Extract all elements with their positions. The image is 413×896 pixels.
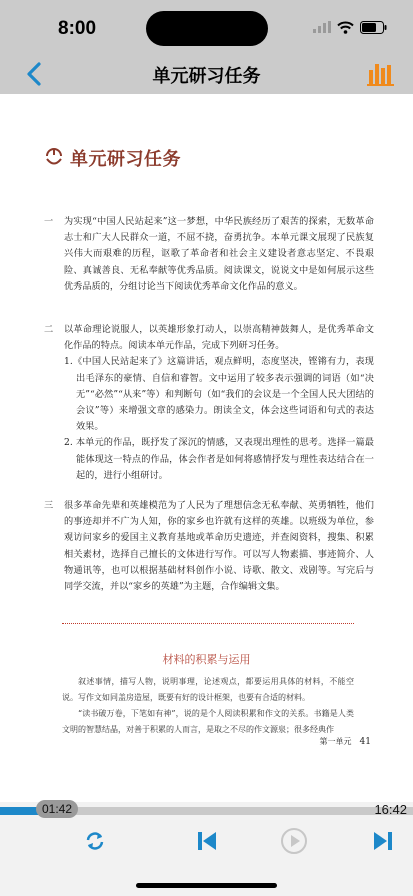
dynamic-island — [146, 11, 268, 46]
task-3 — [44, 498, 374, 595]
task-1 — [44, 214, 374, 295]
nav-title: 单元研习任务 — [152, 66, 261, 87]
heading — [44, 145, 181, 171]
task-2 — [44, 322, 374, 484]
subtask-item: 2. 本单元的作品，既抒发了深沉的情感，又表现出理性的思考。选择一篇最能体现这一特点的作品，体会作者是如何将感情抒发与理性表达结合在一起的，进行小组研讨。 — [64, 437, 374, 481]
status-time: 8:00 — [58, 18, 97, 39]
home-indicator — [136, 883, 277, 888]
repeat-icon — [84, 830, 106, 852]
task-number: 三 — [44, 500, 54, 511]
bar-chart-icon — [367, 61, 395, 87]
task-number: 二 — [44, 324, 54, 335]
subtask-list — [64, 354, 374, 484]
progress-knob[interactable]: 01:42 — [36, 800, 78, 818]
audio-player — [0, 802, 413, 896]
skip-previous-icon — [196, 829, 218, 853]
previous-button[interactable] — [192, 826, 222, 856]
task-text: 为实现“中国人民站起来”这一梦想，中华民族经历了艰苦的探索，无数革命志士和广大人民群众一道，不屈不挠，奋勇抗争。本单元课文展现了民族复兴伟大而艰难的历程，讴歌了革命者和社会主义建设者意志坚定、不畏艰险、真诚善良、无私奉献等优秀品质。阅读课文，说说文中是如何展示这些优秀品质的，分组讨论当下阅读优秀革命文化作品的意义。 — [64, 216, 374, 292]
unit-label: 第一单元 — [319, 737, 352, 746]
page-footer — [320, 736, 371, 747]
divider — [62, 623, 354, 624]
battery-icon — [360, 21, 387, 34]
section-body — [62, 674, 354, 738]
task-text: 以革命理论说服人，以英雄形象打动人，以崇高精神鼓舞人，是优秀革命文化作品的特点。阅读本单元作品，完成下列研习任务。 — [64, 324, 374, 352]
subtask-item: 1.《中国人民站起来了》这篇讲话，观点鲜明，态度坚决，铿锵有力，表现出毛泽东的豪情、自信和睿智。文中运用了较多表示强调的词语（如“决无”“必然”“从来”等）和判断句（如“我们的会议是一个全国人民大团结的会议”等）来增强文章的感染力。朗读全文，体会这些词语和句式的表达效果。 — [64, 356, 374, 433]
task-text: 很多革命先辈和英雄模范为了人民为了理想信念无私奉献、英勇牺牲，他们的事迹却并不广为人知，你的家乡也许就有这样的英雄。以班级为单位，参观访问家乡的爱国主义教育基地或革命历史遗迹，并查阅资料，搜集、积累相关素材，选择自己擅长的文体进行写作。可以写人物素描、事迹简介、人物通讯等，也可以根据基础材料创作小说、诗歌、散文、戏剧等。写完后与同学交流，并以“家乡的英雄”为主题，合作编辑文集。 — [64, 500, 374, 593]
chart-button[interactable] — [367, 61, 395, 87]
page-number: 41 — [359, 737, 371, 747]
section-line: 叙述事情，描写人物，说明事理，论述观点，都要运用具体的材料，不能空说。写作文如同盖房造屋，既要有好的设计框架，也要有合适的材料。 — [62, 677, 354, 702]
play-icon — [280, 827, 308, 855]
repeat-button[interactable] — [80, 826, 110, 856]
section-logo-icon — [44, 148, 64, 168]
task-number: 一 — [44, 216, 54, 227]
status-icons — [313, 20, 387, 34]
next-button[interactable] — [368, 826, 398, 856]
wifi-icon — [337, 21, 354, 34]
play-button[interactable] — [279, 826, 309, 856]
skip-next-icon — [372, 829, 394, 853]
section-title: 材料的积累与运用 — [162, 653, 251, 666]
page-heading: 单元研习任务 — [70, 149, 181, 170]
section-line: “读书破万卷，下笔如有神”，说的是个人阅读积累和作文的关系。书籍是人类文明的智慧结晶，对善于积累的人而言，是取之不尽的作文源泉；很多经典作 — [62, 709, 354, 734]
book-page — [0, 94, 413, 802]
total-time: 16:42 — [374, 802, 407, 817]
top-bar — [0, 0, 413, 94]
signal-icon — [313, 21, 331, 33]
